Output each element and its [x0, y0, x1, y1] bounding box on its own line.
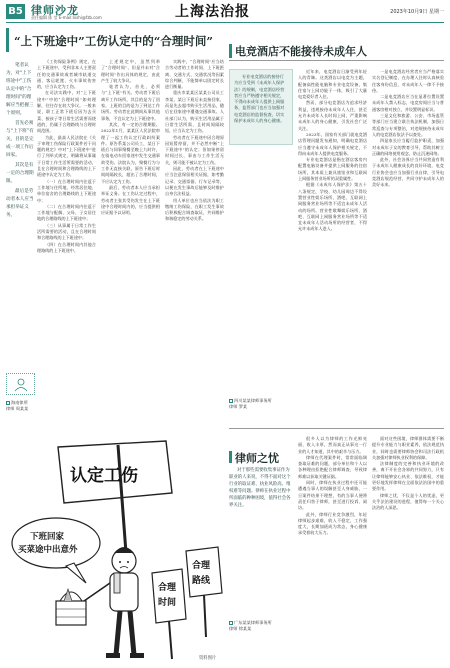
second-article-title: 律师之忧	[235, 452, 279, 465]
card-2-line-1: 合理	[192, 561, 211, 571]
second-article-byline	[229, 620, 293, 632]
byline-firm: 广东某某律师事务所	[234, 620, 272, 625]
body-paragraph: （二）在合理时间内往返于工作地与配偶、父母、子女居住地的合理路线的上下班途中；	[37, 203, 96, 222]
svg-text:买菜途中出意外	[18, 544, 78, 555]
body-paragraph: 重庆市某某区某某公司员工李某，某日下班后未直接回家，而是先去超市购买生活用品，随后在回家途中遭遇交通事故。人社部门认为，购买生活用品属于日常生活所需，且时间间隔较短，应当认定为工伤。	[165, 90, 224, 134]
byline-author: 律师 罗某	[229, 404, 248, 409]
deck-paragraph: 笔者认为，对“上下班途中”工伤认定中的“合理时间”的理解应当把握三个原则。	[6, 63, 34, 116]
illustration-drawing	[6, 423, 224, 661]
body-paragraph: 实践中，“合理时间”应当结合劳动者的工作时间、上下班距离、交通方式、交通状况等因素综合判断，不能简单以固定时长进行衡量。	[165, 59, 224, 90]
second-article-headline	[229, 448, 293, 466]
column-name: 律师沙龙	[31, 4, 79, 17]
sign-text: 认定工伤	[70, 466, 138, 486]
right-article-summary: 专业电竞酒店的接待行为应当受到《未成年人保护法》的规制，电竞酒店经营者应当严格遵守相关规定，不得向未成年人提供上网服务，监管部门也应当加强对电竞酒店的监督检查，切实保护未成年人的身心健康。	[229, 69, 293, 145]
card-1-line-1: 合理	[158, 583, 177, 593]
shopping-basket	[56, 589, 86, 625]
body-paragraph: 律师在代理案件时，常常面临调查取证难的问题，部分单位和个人以各种理由拒绝配合律师调查，导致律师难以获取关键证据。	[298, 454, 367, 479]
left-article-column-2	[101, 59, 160, 419]
deck-paragraph: 其次是有一定的合理期限。	[6, 163, 34, 184]
right-article-column-1	[298, 69, 367, 420]
deck-paragraph: 首先必须与“上下班”有关，目的是完成一项工作后回家。	[6, 121, 34, 158]
right-article-headline	[229, 40, 444, 62]
byline-square-icon	[229, 621, 233, 625]
speech-bubble	[12, 518, 100, 583]
headline-accent-bar	[229, 451, 232, 463]
work-injury-illustration	[6, 423, 224, 661]
issue-date: 2023年10月9日 星期一	[390, 9, 444, 15]
body-paragraph: 同时，律师在执业过程中还可能遭遇当事人的误解甚至人身威胁，一旦案件结果不理想，有的当事人便将责任归咎于律师，甚至进行投诉、闹访。	[298, 480, 367, 511]
body-paragraph: 用人单位也应当依法为职工缴纳工伤保险，在职工发生事故后积极配合调查取证，共同维护和谐稳定的劳动关系。	[165, 197, 224, 222]
bubble-line-2: 买菜途中出意外	[18, 545, 78, 555]
body-paragraph: （一）在合理时间内往返于工作地与住所地、经常居住地、单位宿舍的合理路线的上下班途中；	[37, 178, 96, 203]
author-photo-placeholder	[6, 373, 35, 395]
byline-firm: 海南律所	[11, 400, 28, 405]
body-paragraph: 在司法实践中，对“上下班途中”中的“合理时间”如何理解，往往存在较大争议。一般来说，职工正常下班后因为去买菜、接孩子等日常生活需要而绕道的，仍属于合理路线与合理时间范围。	[37, 90, 96, 134]
second-article-column-1	[298, 436, 367, 661]
body-paragraph: 四是家长应当履行监护职责，加强对未成年子女的教育引导，帮助其树立正确的网络使用观念，防止沉迷网络。	[372, 138, 444, 156]
right-article-byline	[229, 398, 293, 410]
body-paragraph: 为此，最高人民法院在《关于审理工伤保险行政案件若干问题的规定》中对“上下班途中”进行了列举式规定，明确将从事属于日常工作生活所需要的活动，且在合理时间和合理路线的上下班途中认定为工伤。	[37, 134, 96, 178]
byline-square-icon	[6, 401, 10, 405]
page-number-tag: B5	[6, 4, 25, 19]
right-article-title: 电竞酒店不能接待未成年人	[235, 45, 367, 58]
body-paragraph: 三是文化和旅游、公安、市场监管等部门应当建立联合执法机制，加强日常巡查与专项整治，对违规接待未成年人的电竞酒店依法予以查处。	[372, 113, 444, 137]
left-article-byline	[6, 400, 36, 412]
svg-text:下班回家	[30, 531, 65, 542]
headline-accent-bar	[6, 28, 9, 52]
injured-person-figure	[84, 547, 144, 658]
photo-credit: 资料图片	[199, 656, 217, 661]
byline-firm: 四川某某律师事务所	[234, 398, 272, 403]
editor-meta: 责任编辑 陈 莹 E-mail:lvshi@fzb.com	[31, 15, 102, 20]
second-article-column-2	[372, 436, 444, 661]
left-article-headline	[6, 28, 224, 52]
body-paragraph: 法律制度的完善和执业环境的改善，离不开社会各界的共同努力，只有让律师能够安心执业、依法维权，才能更好地发挥律师在全面依法治国中的重要作用。	[372, 461, 444, 492]
body-paragraph: 上述规定中，虽然列举了“合理时间”，但是并未对“合理时间”作出具体的规定，由此产生了较大争议。	[101, 59, 160, 83]
card-1-line-2: 时间	[158, 598, 177, 608]
reasonable-route-card	[186, 547, 222, 637]
left-article-column-3	[165, 59, 224, 419]
portrait-icon	[13, 376, 29, 392]
body-paragraph: 专业电竞酒店是指在酒店客房内配置电脑设备并提供上网服务的住宿场所，其本质上兼具旅馆业和互联网上网服务营业场所的双重属性。	[298, 157, 367, 182]
body-paragraph: 律师之忧，不仅是个人的忧虑，更关乎法治建设的进程，值得每一个关心法治的人深思。	[372, 492, 444, 511]
page-header	[0, 0, 450, 24]
right-article-column-2	[372, 69, 444, 420]
byline-square-icon	[229, 399, 233, 403]
body-paragraph: 然而，部分电竞酒店为追求经济利益，违规接待未成年人入住，甚至允许未成年人长时间上网，严重影响未成年人的身心健康，引发社会广泛关注。	[298, 100, 367, 131]
body-paragraph: 笔者认为，首先，必须与“上下班”有关。劳动者下班后离开工作场所，其目的是为了回家，上班的目的是为了到达工作场所。劳动者在此期间从事其他事务，不宜认定为上下班途中。	[101, 84, 160, 121]
body-paragraph: 二是电竞酒店应当在显著位置设置未成年人禁入标志，电竞房间应当与普通客房相对独立，并设置明显标识。	[372, 94, 444, 112]
body-paragraph: 一是电竞酒店经营者应当严格落实实名登记制度，在办理入住时认真核验住客身份信息，对未成年人一律不予接待。	[372, 69, 444, 93]
headline-underline	[229, 60, 444, 61]
body-paragraph: 此外，社会各界应当共同营造有利于未成年人健康成长的良好环境，电竞行业协会也应当加强行业自律，引导电竞酒店规范经营，共同守护未成年人的美好未来。	[372, 157, 444, 188]
body-paragraph: 因此，劳动者在上下班途中应当注意保留相关证据，如考勤记录、交通票据、行车记录等，以便在发生事故后能够及时维护自身合法权益。	[165, 166, 224, 197]
headline-accent-bar	[229, 44, 232, 58]
body-paragraph: 近年来，电竞酒店日渐受到年轻人的青睐。这类酒店以电竞为主题，配备高性能电脑和专业电竞设备，集住宿与上网功能于一体，吸引了大量电竞爱好者入住。	[298, 69, 367, 100]
body-paragraph: （三）从事属于日常工作生活所需要的活动，且在合理时间和合理路线的上下班途中；	[37, 222, 96, 241]
left-article-column-1	[37, 59, 96, 419]
bubble-line-1: 下班回家	[30, 532, 65, 542]
body-paragraph: 根据《未成年人保护法》第五十八条规定，学校、幼儿园周边不得设置营业性娱乐场所、酒吧、互联网上网服务营业场所等不适宜未成年人活动的场所。营业性歌舞娱乐场所、酒吧、互联网上网服务营业场所等不适宜未成年人活动场所的经营者，不得允许未成年人进入。	[298, 182, 367, 232]
body-paragraph: 最后，劳动者本人应当承担举证义务。在工伤认定过程中，劳动者主张其受伤发生在上下班途中合理时间内的，应当提供相应证据予以证明。	[101, 184, 160, 216]
header-rule	[6, 22, 444, 23]
reasonable-time-card	[152, 569, 186, 659]
body-paragraph: 2023年，国家有关部门就电竞酒店管理问题发布通知，明确电竞酒店应当遵守未成年人保护相关规定，不得向未成年人提供电竞服务。	[298, 131, 367, 156]
left-article-deck	[6, 62, 35, 222]
left-article-title: “上下班途中”工伤认定中的“合理时间”	[14, 34, 213, 48]
newspaper-masthead: 上海法治报	[175, 4, 250, 20]
section-divider	[229, 428, 444, 429]
body-paragraph: 很多人以为律师的工作光鲜亮丽、收入丰厚，然而真正从事这一行业的人才知道，其中的艰辛与压力。	[298, 436, 367, 454]
byline-author: 律师 周某某	[6, 406, 29, 411]
byline-author: 律师 徐某某	[229, 626, 252, 631]
body-paragraph: 其次，有一定的合理期限。2022年1月，某某区人民法院审理了一起工伤认定行政纠纷案件。原告系某公司员工，某日下班后与同事聚餐至晚上九时许，在骑电动车回家途中发生交通事故受伤。法院认为，聚餐行为与工作无直接关联，原告下班后时间间隔较长，超出了合理时间，不应认定为工伤。	[101, 121, 160, 184]
body-paragraph: （四）在合理时间内其他合理路线的上下班途中。	[37, 241, 96, 253]
body-paragraph: 劳动者在下班途中因合理原因短暂停留，并不必然中断“上下班途中”的认定；但如果停留时间过长、事由与工作生活无关，则可能不被认定为工伤。	[165, 134, 224, 165]
body-paragraph: 面对这些困境，律师群体需要不断提升专业能力与职业素养，依法规范执业，同时也需要律师协会和司法行政机关加强对律师执业权利的保障。	[372, 436, 444, 460]
body-paragraph: 此外，律师行业竞争激烈，年轻律师起步艰难，收入不稳定，工作强度大，长期加班成为常态，身心健康承受着较大压力。	[298, 511, 367, 536]
deck-paragraph: 最后是劳动者本人应当承担举证义务。	[6, 189, 34, 218]
body-paragraph: 《工伤保险条例》规定，在上下班途中，受到非本人主要责任的交通事故或者城市轨道交通、客运轮渡、火车事故伤害的，应当认定为工伤。	[37, 59, 96, 90]
second-article-deck: 对于那些需要收集事证作为职业的人来说，不得不面对这个行业的取证难、执业风险高、维权难等问题。律师在执业过程中所面临的种种困境，值得社会各界关注。	[229, 468, 291, 508]
card-2-line-2: 路线	[192, 576, 211, 586]
